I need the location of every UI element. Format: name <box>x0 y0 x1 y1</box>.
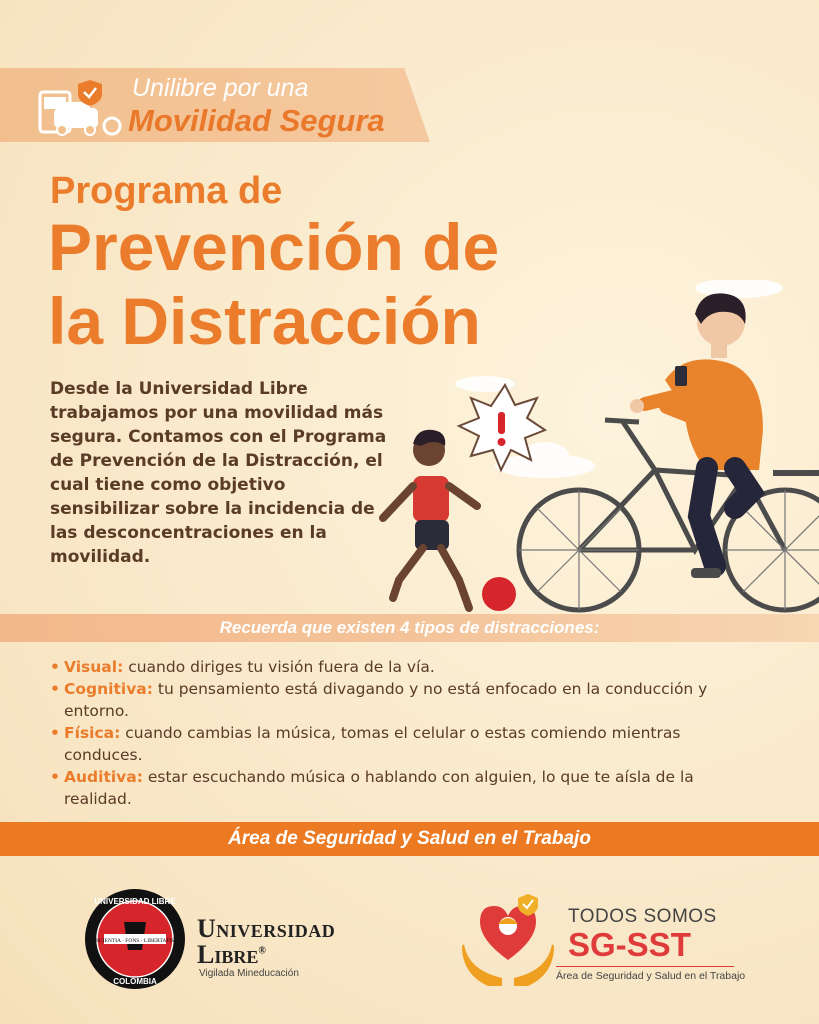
universidad-name-line2 <box>197 940 266 970</box>
banner-line1: Unilibre por una <box>132 74 309 102</box>
distractions-heading-band <box>0 614 819 642</box>
vigilada-text: Vigilada Mineducación <box>199 968 299 979</box>
vehicles-shield-icon <box>38 78 128 140</box>
distraction-term: Cognitiva: <box>64 680 153 698</box>
intro-paragraph: Desde la Universidad Libre trabajamos por una movilidad más segura. Contamos con el Programa de Prevención de la Distracción, el cual tiene como objetivo sensibilizar sobre la incidencia de las desconcentraciones en la movilidad. <box>50 379 387 567</box>
universidad-name-text: Libre <box>197 940 259 969</box>
sgsst-divider <box>556 966 734 967</box>
svg-text:UNIVERSIDAD LIBRE: UNIVERSIDAD LIBRE <box>94 897 176 906</box>
sgsst-todos: TODOS SOMOS <box>568 906 717 927</box>
footer-band-text: Área de Seguridad y Salud en el Trabajo <box>228 828 591 849</box>
distraction-text: tu pensamiento está divagando y no está enfocado en la conducción y entorno. <box>64 680 708 720</box>
sgsst-area: Área de Seguridad y Salud en el Trabajo <box>556 970 746 982</box>
svg-text:SCIENTIA · FONS · LIBERTATIS: SCIENTIA · FONS · LIBERTATIS <box>95 938 175 944</box>
list-item <box>50 678 750 722</box>
distraction-text: cuando diriges tu visión fuera de la vía. <box>123 658 435 676</box>
title-small: Programa de <box>50 170 283 212</box>
sgsst-name: SG-SST <box>568 926 691 963</box>
title-line1: Prevención de <box>48 210 500 284</box>
banner-line2: Movilidad Segura <box>128 103 385 138</box>
alert-mark <box>498 412 505 434</box>
cyclist-with-phone-and-child-icon <box>355 280 819 620</box>
registered-mark: ® <box>258 945 266 957</box>
footer-band <box>0 822 819 856</box>
universidad-libre-seal-icon <box>84 888 186 990</box>
distraction-term: Visual: <box>64 658 124 676</box>
distraction-term: Auditiva: <box>64 768 143 786</box>
universidad-name-line1: Universidad <box>197 914 336 943</box>
sgsst-heart-hands-icon <box>458 890 558 990</box>
distractions-list <box>50 656 750 810</box>
distraction-text: cuando cambias la música, tomas el celular o estas comiendo mientras conduces. <box>64 724 681 764</box>
list-item <box>50 656 750 678</box>
distraction-text: estar escuchando música o hablando con alguien, lo que te aísla de la realidad. <box>64 768 694 808</box>
list-item <box>50 766 750 810</box>
title-line2: la Distracción <box>48 284 481 358</box>
svg-text:COLOMBIA: COLOMBIA <box>113 977 157 986</box>
distraction-term: Física: <box>64 724 121 742</box>
list-item <box>50 722 750 766</box>
distractions-heading: Recuerda que existen 4 tipos de distracciones: <box>219 618 600 637</box>
